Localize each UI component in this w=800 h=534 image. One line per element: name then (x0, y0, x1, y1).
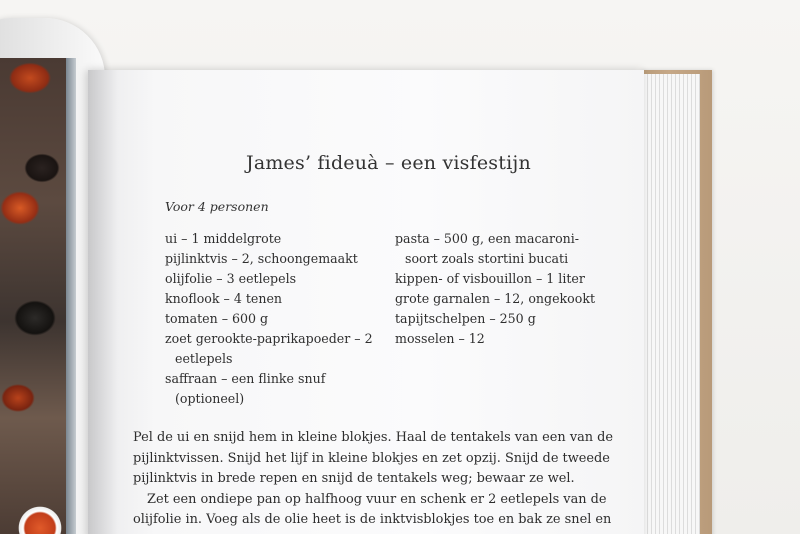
ingredients-right-column (395, 229, 625, 349)
ingredient-item: tomaten – 600 g (165, 311, 269, 326)
servings-line: Voor 4 personen (165, 199, 269, 214)
ingredient-item: olijfolie – 3 eetlepels (165, 271, 297, 286)
ingredient-item: pasta – 500 g, een macaroni- soort zoals stortini bucati (395, 231, 580, 266)
ingredient-item: mosselen – 12 (395, 331, 485, 346)
instruction-line: Zet een ondiepe pan op halfhoog vuur en schenk er 2 eetlepels van de (147, 491, 607, 507)
ingredient-item: pijlinktvis – 2, schoongemaakt (165, 251, 358, 266)
ingredient-item: tapijtschelpen – 250 g (395, 311, 536, 326)
ingredient-item: saffraan – een flinke snuf (optioneel) (165, 371, 326, 406)
ingredient-item: zoet gerookte-paprikapoeder – 2 eetlepels (165, 331, 373, 366)
instruction-line: pijlinktvis in brede repen en snijd de tentakels weg; bewaar ze wel. (133, 471, 575, 486)
instruction-line: olijfolie in. Voeg als de olie heet is de inktvisblokjes toe en bak ze snel en (133, 512, 612, 527)
ingredients-left-column (165, 229, 395, 409)
ingredient-item: kippen- of visbouillon – 1 liter (395, 271, 585, 286)
recipe-title: James’ fideuà – een visfestijn (246, 152, 531, 174)
instruction-line: Pel de ui en snijd hem in kleine blokjes. Haal de tentakels van een van de (133, 430, 614, 445)
ingredient-item: grote garnalen – 12, ongekookt (395, 291, 596, 306)
instruction-line: pijlinktvissen. Snijd het lijf in kleine blokjes en zet opzij. Snijd de tweede (133, 450, 610, 466)
ingredient-item: ui – 1 middelgrote (165, 231, 282, 246)
recipe-instructions (133, 428, 614, 531)
ingredient-item: knoflook – 4 tenen (165, 291, 283, 306)
